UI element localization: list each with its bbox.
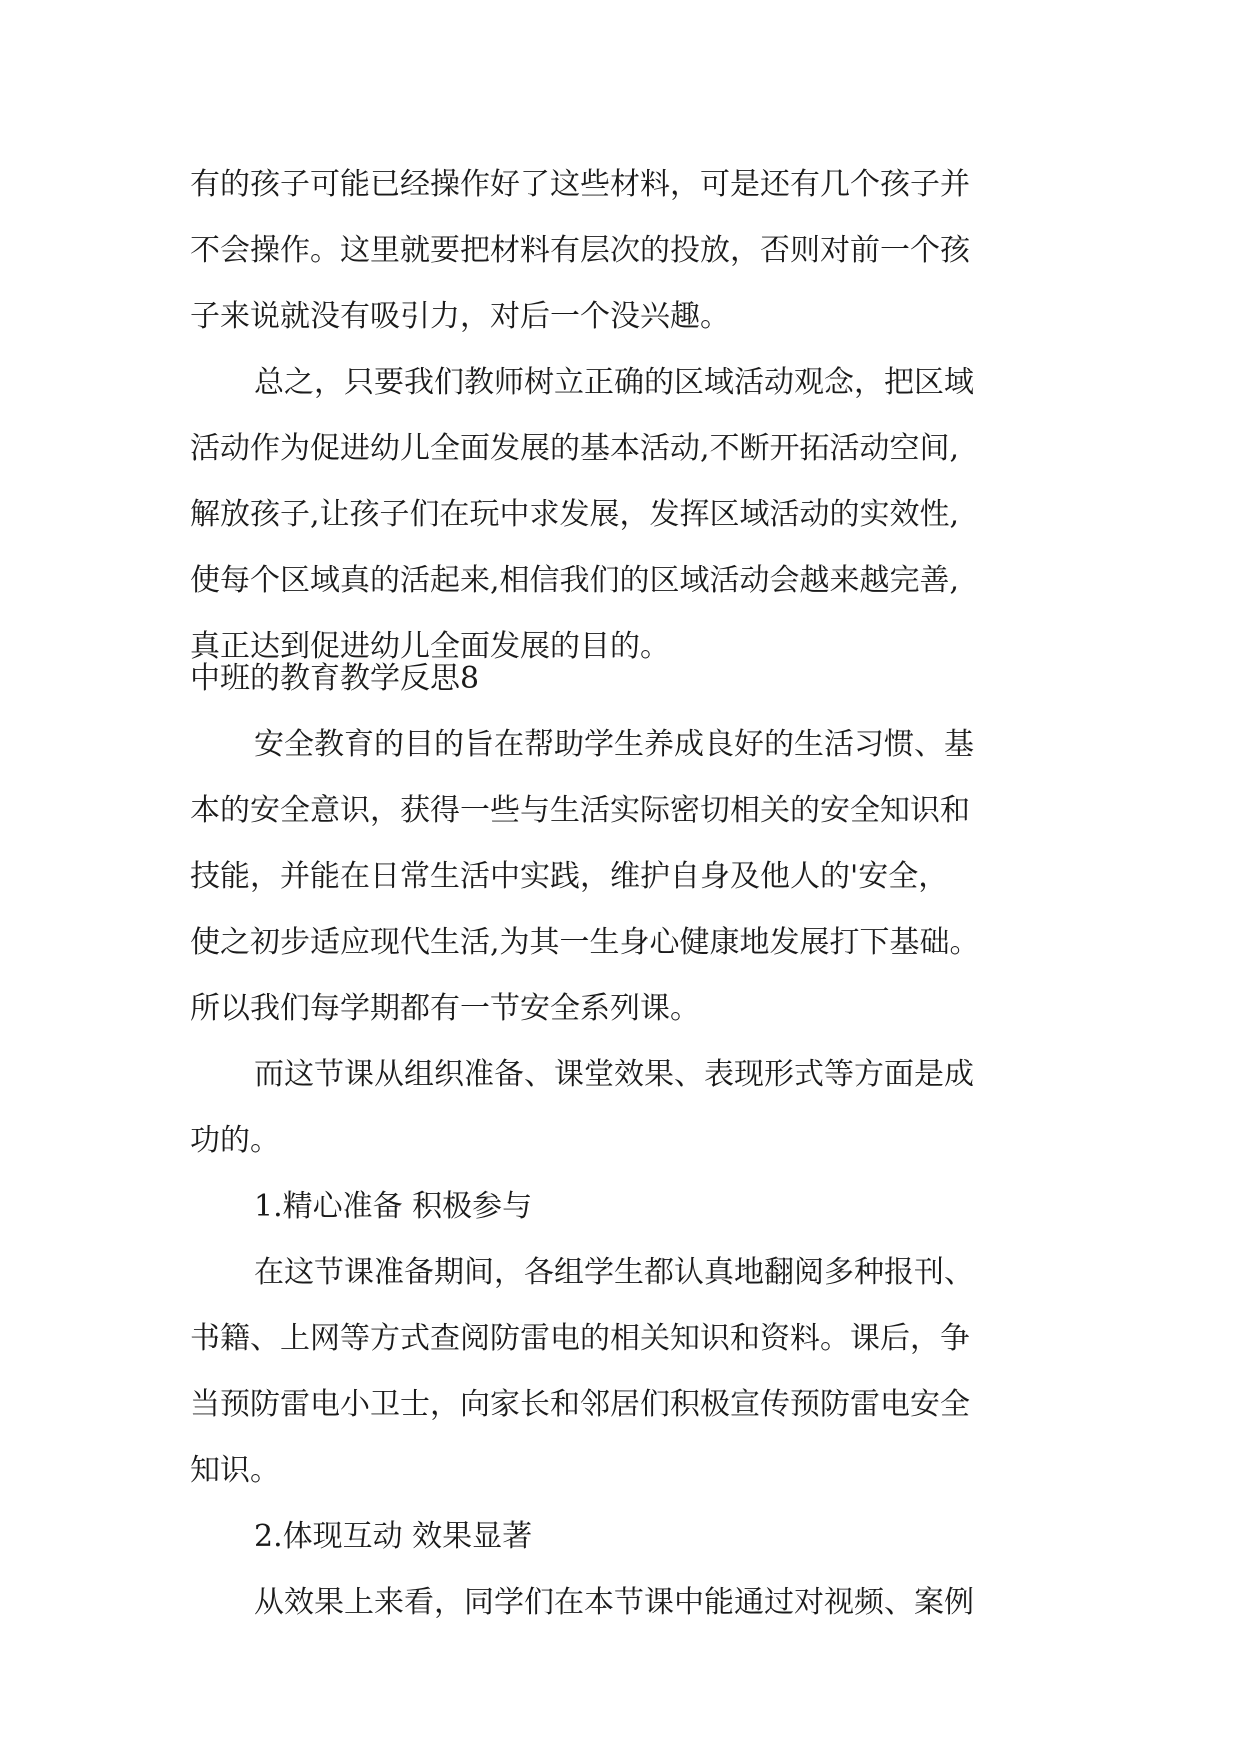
paragraph-line: 知识。	[190, 1453, 280, 1488]
paragraph-line: 子来说就没有吸引力，对后一个没兴趣。	[190, 299, 730, 334]
paragraph-line: 功的。	[190, 1123, 280, 1158]
paragraph-line: 技能，并能在日常生活中实践，维护自身及他人的'安全，	[190, 859, 949, 894]
paragraph-line: 有的孩子可能已经操作好了这些材料，可是还有几个孩子并	[190, 167, 970, 202]
subheading-2: 2.体现互动 效果显著	[254, 1519, 533, 1554]
section-title: 中班的教育教学反思8	[190, 661, 480, 696]
document-body-part2	[190, 646, 1050, 1174]
paragraph-line: 当预防雷电小卫士，向家长和邻居们积极宣传预防雷电安全	[190, 1387, 970, 1422]
paragraph-line: 总之，只要我们教师树立正确的区域活动观念，把区域	[254, 365, 974, 400]
paragraph-line: 使之初步适应现代生活,为其一生身心健康地发展打下基础。	[190, 925, 980, 960]
paragraph-line: 解放孩子,让孩子们在玩中求发展，发挥区域活动的实效性,	[190, 497, 960, 532]
paragraph-line: 在这节课准备期间，各组学生都认真地翻阅多种报刊、	[254, 1255, 974, 1290]
paragraph-line: 不会操作。这里就要把材料有层次的投放，否则对前一个孩	[190, 233, 970, 268]
paragraph-line: 本的安全意识，获得一些与生活实际密切相关的安全知识和	[190, 793, 970, 828]
document-body-part1	[190, 152, 1050, 680]
paragraph-line: 从效果上来看，同学们在本节课中能通过对视频、案例	[254, 1585, 974, 1620]
paragraph-line: 活动作为促进幼儿全面发展的基本活动,不断开拓活动空间,	[190, 431, 960, 466]
document-body-part3	[190, 1174, 1050, 1636]
paragraph-line: 安全教育的目的旨在帮助学生养成良好的生活习惯、基	[254, 727, 974, 762]
subheading-1: 1.精心准备 积极参与	[254, 1189, 533, 1224]
paragraph-line: 书籍、上网等方式查阅防雷电的相关知识和资料。课后，争	[190, 1321, 970, 1356]
paragraph-line: 真正达到促进幼儿全面发展的目的。	[190, 629, 670, 664]
paragraph-line: 使每个区域真的活起来,相信我们的区域活动会越来越完善,	[190, 563, 960, 598]
paragraph-line: 所以我们每学期都有一节安全系列课。	[190, 991, 700, 1026]
paragraph-line: 而这节课从组织准备、课堂效果、表现形式等方面是成	[254, 1057, 974, 1092]
